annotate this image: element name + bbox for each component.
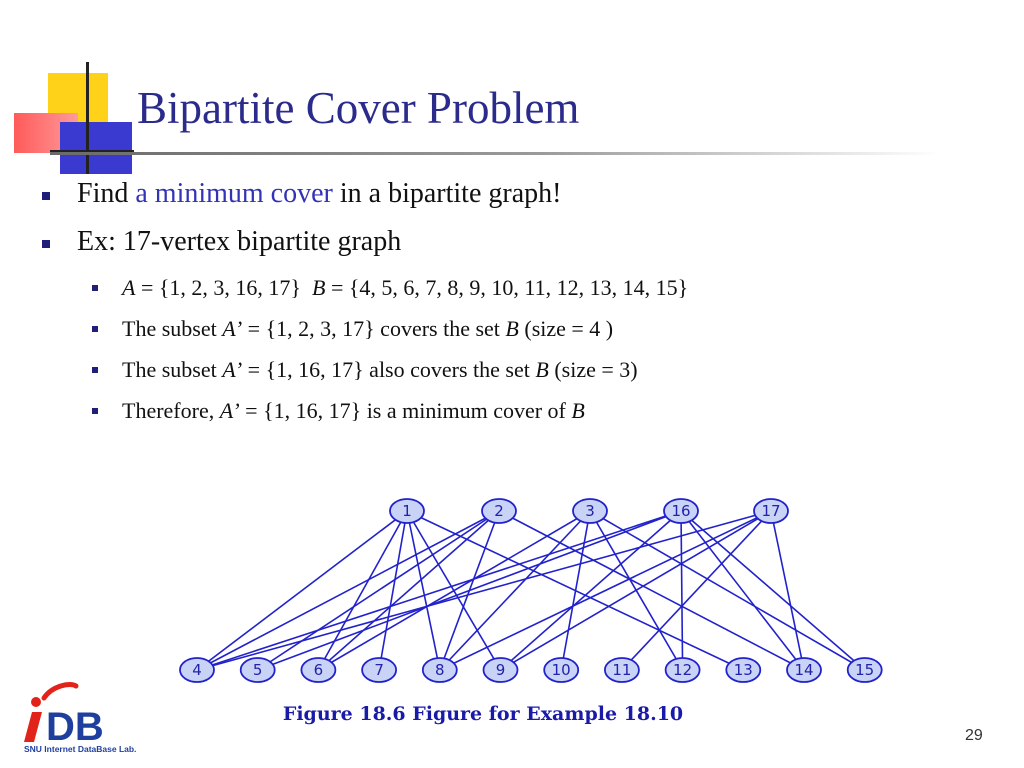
edge-17-11: [622, 511, 771, 670]
graph-node-17: [754, 499, 788, 523]
title-underline: [50, 152, 940, 155]
edge-1-8: [407, 511, 440, 670]
set-b-label: B: [311, 275, 326, 300]
edge-16-9: [501, 511, 682, 670]
graph-nodes: [180, 499, 882, 682]
set-a-value: = {1, 2, 3, 16, 17}: [135, 275, 312, 300]
edge-16-4: [197, 511, 681, 670]
graph-node-15: [848, 658, 882, 682]
node-label: 2: [494, 502, 504, 520]
sub-bullet-text: [122, 275, 688, 301]
text-mid: = {1, 16, 17} also covers the set: [242, 357, 536, 382]
graph-node-7: [362, 658, 396, 682]
edge-3-10: [561, 511, 590, 670]
graph-node-12: [666, 658, 700, 682]
node-label: 15: [855, 661, 875, 679]
set-b-label: B: [571, 398, 585, 423]
node-label: 12: [673, 661, 693, 679]
slide-title: Bipartite Cover Problem: [137, 83, 580, 133]
sub-bullet-marker: [92, 408, 98, 414]
text-pre: Therefore,: [122, 398, 220, 423]
a-prime-label: A’: [222, 357, 243, 382]
node-label: 11: [612, 661, 632, 679]
bullet-marker: [42, 192, 50, 200]
edge-16-5: [258, 511, 681, 670]
logo-i-stem: [24, 712, 42, 742]
text-mid: = {1, 2, 3, 17} covers the set: [242, 316, 506, 341]
edge-2-14: [499, 511, 804, 670]
idb-logo: [22, 680, 172, 755]
set-b-label: B: [505, 316, 519, 341]
node-label: 8: [435, 661, 445, 679]
node-label: 13: [733, 661, 753, 679]
decor-blue-square: [60, 122, 132, 174]
graph-node-14: [787, 658, 821, 682]
text-mid: = {1, 16, 17} is a minimum cover of: [239, 398, 572, 423]
edge-17-14: [771, 511, 804, 670]
node-label: 3: [585, 502, 595, 520]
edge-1-4: [197, 511, 407, 670]
logo-swoosh: [44, 685, 76, 699]
graph-node-8: [423, 658, 457, 682]
graph-node-11: [605, 658, 639, 682]
a-prime-label: A’: [222, 316, 243, 341]
graph-node-4: [180, 658, 214, 682]
set-b-value: = {4, 5, 6, 7, 8, 9, 10, 11, 12, 13, 14, 15}: [325, 275, 689, 300]
edge-17-9: [501, 511, 772, 670]
graph-node-6: [301, 658, 335, 682]
node-label: 6: [313, 661, 324, 679]
edge-17-4: [197, 511, 771, 670]
logo-mark: DB: [46, 705, 104, 749]
sub-bullet-marker: [92, 285, 98, 291]
node-label: 5: [252, 661, 263, 679]
sub-bullet-text: [122, 316, 613, 342]
bipartite-graph-figure: [170, 492, 890, 732]
bullet-marker: [42, 240, 50, 248]
node-label: 14: [794, 661, 814, 679]
graph-node-10: [544, 658, 578, 682]
text-post: (size = 3): [548, 357, 638, 382]
node-label: 10: [551, 661, 571, 679]
bullet-text-pre: Find: [77, 178, 136, 209]
graph-node-13: [726, 658, 760, 682]
edge-3-15: [590, 511, 865, 670]
text-pre: The subset: [122, 357, 223, 382]
edge-16-15: [681, 511, 865, 670]
node-label: 7: [374, 661, 384, 679]
logo-dot: [31, 697, 41, 707]
graph-node-16: [664, 499, 698, 523]
edge-2-6: [318, 511, 499, 670]
sub-bullet-text: [122, 398, 585, 424]
text-post: (size = 4 ): [518, 316, 614, 341]
bullet-highlight: a minimum cover: [135, 178, 333, 209]
text-pre: The subset: [122, 316, 223, 341]
logo-subtitle: SNU Internet DataBase Lab.: [24, 744, 137, 754]
node-label: 17: [761, 502, 781, 520]
node-label: 9: [495, 661, 506, 679]
graph-node-3: [573, 499, 607, 523]
page-number: 29: [965, 727, 983, 744]
bullet-text: [77, 178, 561, 210]
sub-bullet-marker: [92, 367, 98, 373]
sub-bullet-marker: [92, 326, 98, 332]
figure-caption: Figure 18.6 Figure for Example 18.10: [282, 703, 684, 725]
node-label: 1: [402, 502, 412, 520]
graph-edges: [197, 511, 865, 670]
decor-vertical-line: [86, 62, 89, 174]
sub-bullet-text: [122, 357, 638, 383]
graph-node-9: [484, 658, 518, 682]
bullet-text-post: in a bipartite graph!: [332, 178, 562, 209]
a-prime-label: A’: [219, 398, 240, 423]
set-b-label: B: [535, 357, 549, 382]
edge-16-14: [681, 511, 804, 670]
graph-node-2: [482, 499, 516, 523]
graph-node-5: [241, 658, 275, 682]
bullet-text: Ex: 17-vertex bipartite graph: [77, 226, 402, 257]
graph-node-1: [390, 499, 424, 523]
node-label: 4: [192, 661, 202, 679]
set-a-label: A: [122, 275, 136, 300]
node-label: 16: [671, 502, 691, 520]
